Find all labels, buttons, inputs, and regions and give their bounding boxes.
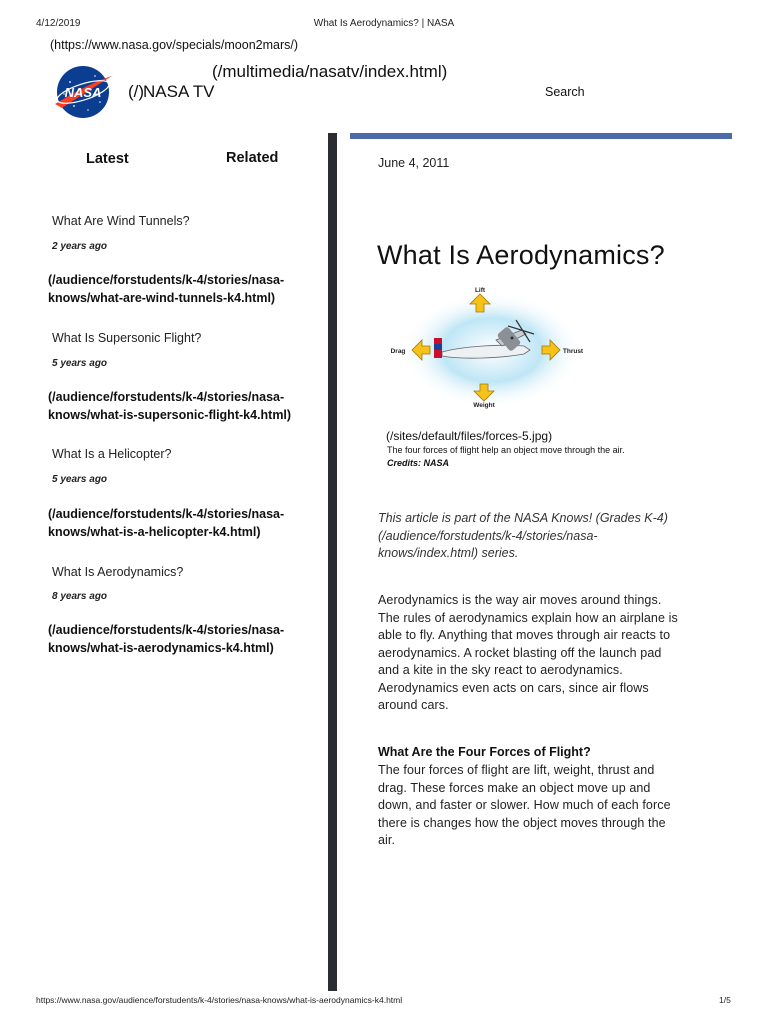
text-line: aerodynamics. A rocket blasting off the launch pad [378,645,662,660]
nasa-logo-text: NASA [64,85,102,100]
sidebar-item-title[interactable]: What Is Supersonic Flight? [52,331,202,345]
url-line: knows/what-are-wind-tunnels-k4.html) [48,291,276,305]
paragraph-four-forces [378,762,671,850]
sidebar-item-url[interactable] [48,271,323,307]
search-button[interactable]: Search [545,85,585,99]
nasatv-link[interactable]: (/multimedia/nasatv/index.html) [212,62,448,81]
figure-source-link[interactable]: (/sites/default/files/forces-5.jpg) [386,429,553,443]
sidebar-item-age: 2 years ago [52,241,108,252]
sidebar-item-age: 5 years ago [52,474,108,485]
column-divider [328,133,337,991]
series-intro-line: This article is part of the NASA Knows! (Grades K-4) [378,511,668,525]
tab-related[interactable]: Related [226,150,279,166]
drag-label: Drag [390,348,406,355]
sidebar-item-title[interactable]: What Is Aerodynamics? [52,565,184,579]
weight-label: Weight [473,402,495,409]
series-link-line[interactable]: (/audience/forstudents/k-4/stories/nasa- [378,528,598,543]
text-line: there is changes how the object moves through the [378,815,666,830]
text-line: The four forces of flight are lift, weight, thrust and [378,763,655,777]
sidebar-item-url[interactable] [48,621,323,657]
series-intro [378,510,668,563]
url-line: knows/what-is-aerodynamics-k4.html) [48,641,274,655]
nasa-logo[interactable] [50,64,116,120]
sidebar-item-title[interactable]: What Are Wind Tunnels? [52,214,190,228]
print-footer-url: https://www.nasa.gov/audience/forstudents/k-4/stories/nasa-knows/what-is-aerodynamics-k4.html [36,995,403,1005]
print-page-number: 1/5 [719,995,731,1005]
section-heading: What Are the Four Forces of Flight? [378,745,591,759]
url-line: (/audience/forstudents/k-4/stories/nasa- [48,273,285,287]
text-line: drag. These forces make an object move up and [378,780,651,795]
sidebar-item-title[interactable]: What Is a Helicopter? [52,447,172,461]
text-line: Aerodynamics even acts on cars, since air flows [378,680,649,695]
text-line: air. [378,833,396,847]
figure-credit: Credits: NASA [387,458,450,468]
text-line: Aerodynamics is the way air moves around things. [378,593,662,607]
sidebar-item-age: 5 years ago [52,358,108,369]
url-line: (/audience/forstudents/k-4/stories/nasa- [48,390,285,404]
nasatv-label[interactable]: NASA TV [143,82,215,101]
text-line: The rules of aerodynamics explain how an airplane is [378,610,678,625]
article-date: June 4, 2011 [378,156,450,170]
tab-latest[interactable]: Latest [86,151,129,167]
url-line: (/audience/forstudents/k-4/stories/nasa- [48,623,285,637]
url-line: knows/what-is-supersonic-flight-k4.html) [48,408,292,422]
sidebar-item-age: 8 years ago [52,591,108,602]
url-line: knows/what-is-a-helicopter-k4.html) [48,525,261,539]
series-link-line[interactable]: knows/index.html) series. [378,546,519,560]
accent-bar [350,133,732,139]
moon2mars-link[interactable]: (https://www.nasa.gov/specials/moon2mars/) [50,38,299,52]
lift-label: Lift [474,287,486,294]
sidebar-item-url[interactable] [48,388,323,424]
print-date: 4/12/2019 [36,18,81,29]
text-line: down, and faster or slower. How much of each force [378,798,671,812]
forces-of-flight-figure[interactable] [384,280,598,416]
paragraph-aerodynamics [378,592,678,715]
home-link[interactable]: (/) [128,82,145,101]
sidebar-item-url[interactable] [48,505,323,541]
thrust-label: Thrust [562,348,584,355]
article-title: What Is Aerodynamics? [377,240,665,270]
text-line: around cars. [378,698,449,712]
print-title: What Is Aerodynamics? | NASA [313,18,455,29]
figure-caption: The four forces of flight help an object move through the air. [387,445,625,455]
text-line: able to fly. Anything that moves through air reacts to [378,628,671,642]
text-line: and a kite in the sky react to aerodynamics. [378,663,623,677]
url-line: (/audience/forstudents/k-4/stories/nasa- [48,507,285,521]
